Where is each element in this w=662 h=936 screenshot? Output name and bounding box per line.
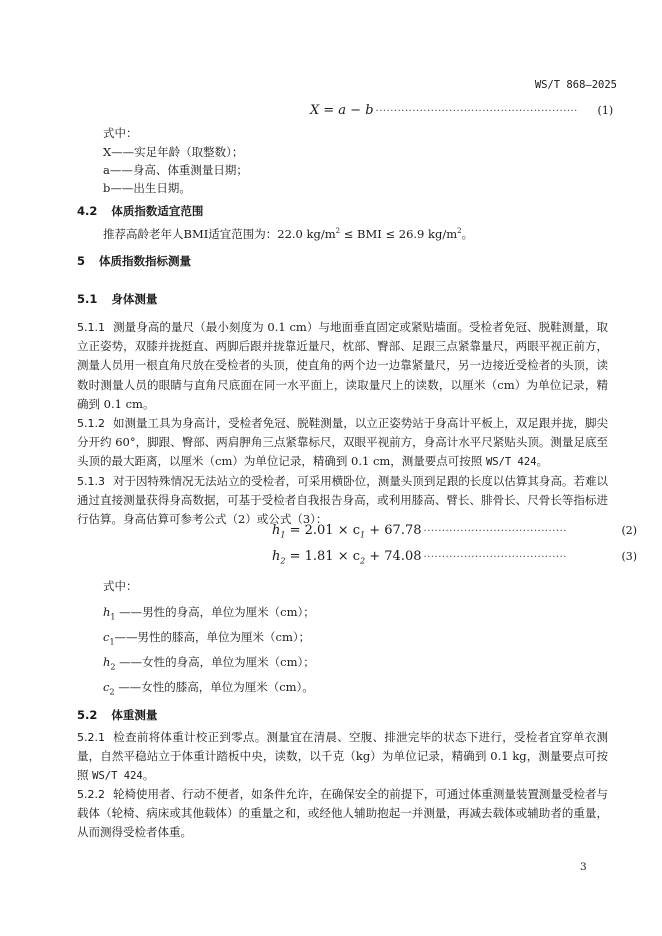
formula-1 bbox=[310, 103, 613, 118]
formula-2-number: (2) bbox=[621, 524, 638, 537]
formula-1-rhs: = a − b bbox=[323, 103, 374, 118]
section-5-heading bbox=[77, 253, 191, 269]
paragraph-end: 。 bbox=[142, 768, 155, 783]
section-5-title: 体质指数指标测量 bbox=[99, 254, 192, 268]
formula-3-expression bbox=[272, 549, 421, 566]
formula-3-lhs: h bbox=[272, 549, 281, 564]
section-5-2-number: 5.2 bbox=[77, 708, 98, 722]
formula-2-tail: + 67.78 bbox=[365, 523, 422, 538]
var-sub: 1 bbox=[109, 637, 115, 647]
where-label-1: 式中： bbox=[103, 126, 138, 140]
section-5-1-heading bbox=[77, 291, 157, 307]
section-5-1-number: 5.1 bbox=[77, 292, 98, 306]
var-desc: ——女性的膝高，单位为厘米（cm）。 bbox=[114, 680, 314, 694]
paragraph-5-2-2 bbox=[77, 785, 608, 843]
clause-number: 5.2.1 bbox=[77, 731, 105, 744]
section-5-number: 5 bbox=[77, 254, 86, 268]
where-2-item-c2 bbox=[103, 678, 314, 701]
where-2-item-h1 bbox=[103, 603, 315, 626]
bmi-range-suffix: 。 bbox=[461, 226, 474, 241]
formula-1-lhs: X bbox=[310, 103, 320, 118]
bmi-range-prefix: 推荐高龄老年人BMI适宜范围为：22.0 kg/m bbox=[103, 226, 336, 241]
formula-2-expression bbox=[272, 523, 421, 540]
var-sub: 2 bbox=[110, 662, 116, 672]
formula-3-tail: + 74.08 bbox=[365, 549, 422, 564]
where-1-item-a: a——身高、体重测量日期； bbox=[103, 163, 248, 177]
paragraph-text: 如测量工具为身高计，受检者免冠、脱鞋测量，以立正姿势站于身高计平板上，双足跟并拢，脚尖分开约 60°，脚跟、臀部、两肩胛角三点紧靠标尺，双眼平视前方，身高计水平尺紧贴头顶。测量足底至头顶的最大距离，以厘米（cm）为单位记录，精确到 0.1 cm，测量要点可按照 bbox=[77, 416, 608, 469]
formula-3-lhs-sub: 2 bbox=[280, 556, 286, 566]
var-symbol: c bbox=[103, 630, 110, 644]
formula-3-rhs: = 1.81 × c bbox=[285, 549, 361, 564]
var-desc: ——男性的身高，单位为厘米（cm）； bbox=[115, 605, 315, 619]
paragraph-5-1-2 bbox=[77, 414, 608, 473]
standard-reference: WS/T 424 bbox=[485, 456, 537, 469]
var-sub: 1 bbox=[110, 612, 116, 622]
var-sub: 2 bbox=[109, 687, 115, 697]
formula-3-leader: ······································· bbox=[423, 552, 567, 563]
section-4-2-number: 4.2 bbox=[77, 204, 98, 218]
where-2-item-c1 bbox=[103, 628, 310, 651]
formula-3 bbox=[272, 549, 637, 566]
section-5-2-title: 体重测量 bbox=[111, 708, 158, 722]
var-symbol: c bbox=[103, 680, 110, 694]
bmi-unit-sup-1: 2 bbox=[335, 227, 341, 235]
where-1-item-x: X——实足年龄（取整数）； bbox=[103, 145, 244, 159]
paragraph-5-2-1 bbox=[77, 728, 608, 787]
formula-2-rhs-sub: 1 bbox=[360, 530, 366, 540]
section-4-2-title: 体质指数适宜范围 bbox=[111, 204, 204, 218]
var-desc: ——男性的膝高，单位为厘米（cm）； bbox=[114, 630, 311, 644]
paragraph-text: 测量身高的量尺（最小刻度为 0.1 cm）与地面垂直固定或紧贴墙面。受检者免冠、脱鞋测量，取立正姿势，双膝并拢挺直、两脚后跟并拢靠近量尺，枕部、臀部、足跟三点紧靠量尺，两眼平视正前方，测量人员用一根直角尺放在受检者的头顶，使直角的两个边一边靠紧量尺，另一边接近受检者的头顶，读数时测量人员的眼睛与直角尺底面在同一水平面上，读取量尺上的读数，以厘米（cm）为单位记录，精确到 0.1 cm。 bbox=[77, 320, 608, 411]
var-symbol: h bbox=[103, 605, 111, 619]
var-desc: ——女性的身高，单位为厘米（cm）； bbox=[115, 655, 315, 669]
section-4-2-heading bbox=[77, 203, 203, 219]
section-5-1-title: 身体测量 bbox=[111, 292, 158, 306]
formula-2-leader: ······································· bbox=[423, 526, 567, 537]
clause-number: 5.1.3 bbox=[77, 475, 105, 488]
where-1-item-b: b——出生日期。 bbox=[103, 181, 191, 195]
formula-1-number: (1) bbox=[597, 104, 614, 117]
clause-number: 5.1.1 bbox=[77, 321, 105, 334]
formula-2-lhs: h bbox=[272, 523, 281, 538]
formula-3-rhs-sub: 2 bbox=[360, 556, 366, 566]
where-2-item-h2 bbox=[103, 653, 315, 676]
formula-3-number: (3) bbox=[621, 550, 638, 563]
formula-2-rhs: = 2.01 × c bbox=[285, 523, 361, 538]
var-symbol: h bbox=[103, 655, 111, 669]
paragraph-end: 。 bbox=[536, 454, 549, 469]
section-5-2-heading bbox=[77, 707, 157, 723]
formula-2 bbox=[272, 523, 637, 540]
clause-number: 5.1.2 bbox=[77, 417, 105, 430]
page-number: 3 bbox=[580, 861, 587, 873]
formula-2-lhs-sub: 1 bbox=[280, 530, 286, 540]
paragraph-text: 对于因特殊情况无法站立的受检者，可采用横卧位，测量头顶到足跟的长度以估算其身高。若难以通过直接测量获得身高数据，可基于受检者自我报告身高，或利用膝高、臂长、腓骨长、尺骨长等指标进行估算。身高估算可参考公式（2）或公式（3）： bbox=[77, 474, 608, 527]
bmi-unit-sup-2: 2 bbox=[457, 227, 462, 235]
bmi-range-middle: ≤ BMI ≤ 26.9 kg/m bbox=[340, 226, 458, 241]
paragraph-text: 检查前将体重计校正到零点。测量宜在清晨、空腹、排泄完毕的状态下进行，受检者宜穿单衣测量，自然平稳站立于体重计踏板中央，读数，以千克（kg）为单位记录，精确到 0.1 kg，测量要点可按照 bbox=[77, 730, 608, 783]
paragraph-5-1-1 bbox=[77, 318, 608, 414]
where-label-2: 式中： bbox=[103, 579, 138, 593]
paragraph-text: 轮椅使用者、行动不便者，如条件允许，在确保安全的前提下，可通过体重测量装置测量受检者与载体（轮椅、病床或其他载体）的重量之和，或经他人辅助抱起一并测量，再减去载体或辅助者的重量，从而测得受检者体重。 bbox=[77, 787, 608, 840]
standard-reference: WS/T 424 bbox=[92, 770, 143, 783]
document-code: WS/T 868—2025 bbox=[534, 79, 617, 91]
formula-1-leader: ······················································· bbox=[375, 106, 578, 117]
clause-number: 5.2.2 bbox=[77, 788, 105, 801]
section-4-2-body bbox=[103, 222, 473, 244]
paragraph-5-1-3 bbox=[77, 472, 608, 530]
